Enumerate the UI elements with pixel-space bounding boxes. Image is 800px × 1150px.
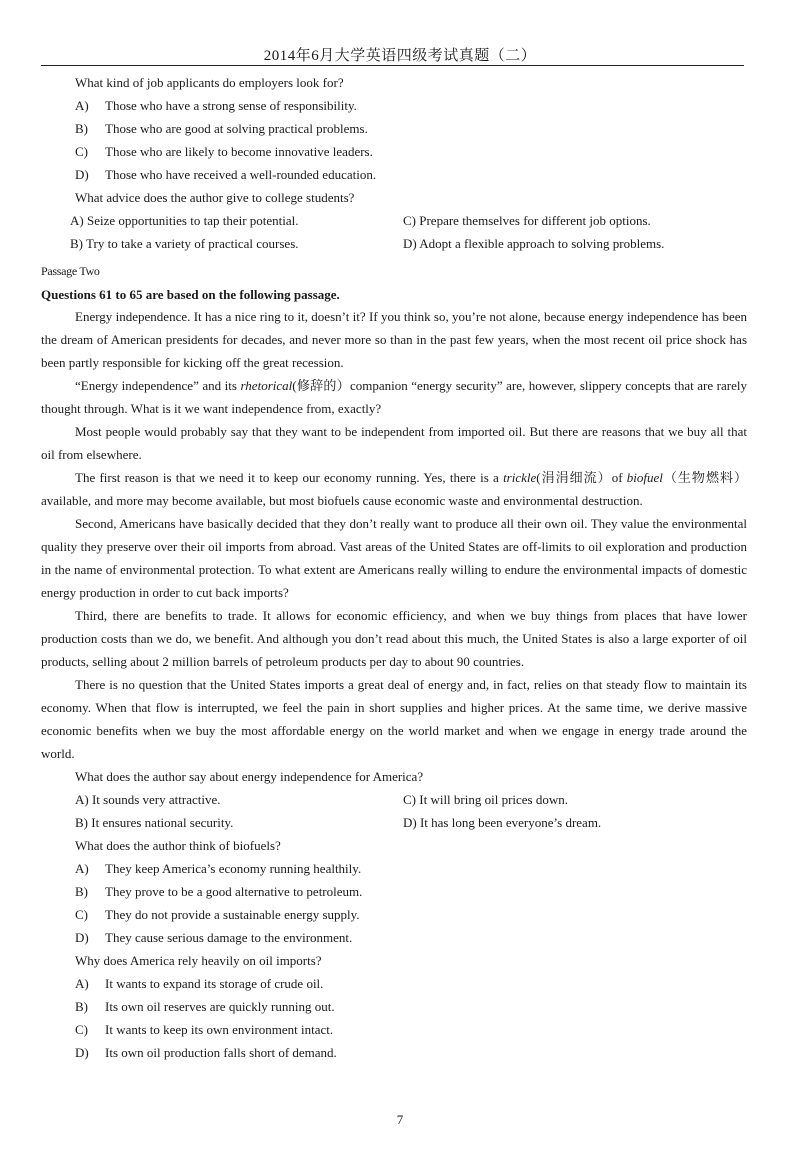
paragraph-4 [41, 466, 747, 512]
option-b [75, 998, 335, 1016]
paragraph-3: Most people would probably say that they want to be independent from imported oil. But there are reasons that we buy all that oil from elsewhere. [41, 424, 747, 462]
option-text: It wants to keep its own environment intact. [105, 1022, 334, 1037]
option-label: A) [70, 213, 84, 228]
option-d [75, 929, 352, 947]
option-text: Its own oil production falls short of demand. [105, 1045, 337, 1060]
option-label: A) [75, 976, 89, 991]
option-text: Those who are likely to become innovative leaders. [105, 144, 373, 159]
text-run: The first reason is that we need it to keep our economy running. Yes, there is a [75, 470, 504, 485]
term-biofuel: biofuel [626, 470, 663, 485]
option-text: It wants to expand its storage of crude oil. [105, 976, 324, 991]
option-label: A) [75, 792, 89, 807]
option-label: A) [75, 98, 89, 113]
option-d [75, 166, 376, 184]
option-c [75, 1021, 333, 1039]
paragraph-1: Energy independence. It has a nice ring to it, doesn’t it? If you think so, you’re not alone, because energy independence has been the dream of American presidents for decades, and never more so than in the past few years, when the most recent oil price shock has been partly responsible for kicking off the great recession. [41, 309, 747, 370]
option-b [75, 883, 362, 901]
passage-label: Passage Two [41, 264, 100, 278]
option-text: Those who have received a well-rounded education. [105, 167, 377, 182]
option-label: C) [75, 907, 88, 922]
header-rule [41, 65, 744, 66]
question-stem: What does the author say about energy independence for America? [75, 769, 424, 784]
option-label: D) [75, 1045, 89, 1060]
option-c [75, 143, 373, 161]
text-run: companion “energy security” are, however, slippery concepts that are rarely thought through. What is it we want independence from, exactly? [41, 378, 747, 416]
option-label: B) [75, 815, 88, 830]
option-text: Its own oil reserves are quickly running out. [105, 999, 335, 1014]
option-text: They do not provide a sustainable energy supply. [105, 907, 360, 922]
option-label: C) [75, 1022, 88, 1037]
passage-instruction: Questions 61 to 65 are based on the following passage. [41, 287, 340, 302]
option-label: D) [403, 236, 417, 251]
question-stem: What does the author think of biofuels? [75, 838, 281, 853]
option-text: It sounds very attractive. [91, 792, 221, 807]
option-label: C) [403, 213, 416, 228]
option-label: D) [75, 167, 89, 182]
question-stem: Why does America rely heavily on oil imports? [75, 953, 322, 968]
page-header-title: 2014年6月大学英语四级考试真题（二） [263, 48, 537, 64]
option-label: C) [75, 144, 88, 159]
option-d [75, 1044, 337, 1062]
option-text: Prepare themselves for different job options. [419, 213, 651, 228]
option-d [403, 814, 601, 832]
option-b [75, 120, 368, 138]
gloss: (修辞的） [292, 378, 350, 393]
gloss: (涓涓细流） [536, 470, 612, 485]
option-label: A) [75, 861, 89, 876]
option-a [75, 975, 323, 993]
option-label: D) [75, 930, 89, 945]
option-label: D) [403, 815, 417, 830]
option-text: They cause serious damage to the environment. [105, 930, 353, 945]
text-run: of [611, 470, 627, 485]
option-text: Those who have a strong sense of responsibility. [105, 98, 357, 113]
option-text: It will bring oil prices down. [419, 792, 569, 807]
paragraph-5: Second, Americans have basically decided that they don’t really want to produce all their own oil. They value the environmental quality they preserve over their oil imports from abroad. Vast areas of the United States are off-limits to oil exploration and production in the name of environmental protection. To what extent are Americans really willing to endure the environmental impacts of domestic energy production in order to cut back imports? [41, 516, 747, 600]
option-label: B) [75, 121, 88, 136]
gloss: （生物燃料） [662, 470, 747, 485]
option-text: Those who are good at solving practical problems. [105, 121, 368, 136]
option-text: Seize opportunities to tap their potential. [86, 213, 299, 228]
paragraph-2 [41, 374, 747, 420]
option-a [75, 97, 357, 115]
option-text: It ensures national security. [91, 815, 234, 830]
option-text: They keep America’s economy running healthily. [105, 861, 362, 876]
option-label: B) [70, 236, 83, 251]
option-text: Adopt a flexible approach to solving problems. [419, 236, 665, 251]
option-d [403, 235, 664, 253]
paragraph-7: There is no question that the United States imports a great deal of energy and, in fact, relies on that steady flow to maintain its economy. When that flow is interrupted, we feel the pain in short supplies and higher prices. At the same time, we derive massive economic benefits when we buy the most affordable energy on the world market and when we engage in energy trade around the world. [41, 677, 747, 761]
option-b [75, 814, 233, 832]
option-b [70, 235, 299, 253]
text-run: available, and more may become available, but most biofuels cause economic waste and environmental destruction. [41, 493, 643, 508]
option-label: C) [403, 792, 416, 807]
option-c [403, 212, 651, 230]
option-a [75, 791, 220, 809]
text-run: “Energy independence” and its [75, 378, 241, 393]
question-stem: What advice does the author give to college students? [75, 190, 355, 205]
option-text: It has long been everyone’s dream. [419, 815, 602, 830]
question-stem: What kind of job applicants do employers look for? [75, 75, 344, 90]
term-trickle: trickle [503, 470, 537, 485]
term-rhetorical: rhetorical [240, 378, 293, 393]
page-number: 7 [396, 1112, 404, 1127]
option-text: Try to take a variety of practical courses. [86, 236, 299, 251]
option-text: They prove to be a good alternative to petroleum. [105, 884, 363, 899]
paragraph-6: Third, there are benefits to trade. It allows for economic efficiency, and when we buy things from places that have lower production costs than we do, we benefit. And although you don’t read about this much, the United States is also a large exporter of oil products, selling about 2 million barrels of petroleum products per day to about 90 countries. [41, 608, 747, 669]
option-label: B) [75, 999, 88, 1014]
option-a [70, 212, 299, 230]
option-c [75, 906, 360, 924]
option-c [403, 791, 568, 809]
option-label: B) [75, 884, 88, 899]
option-a [75, 860, 361, 878]
